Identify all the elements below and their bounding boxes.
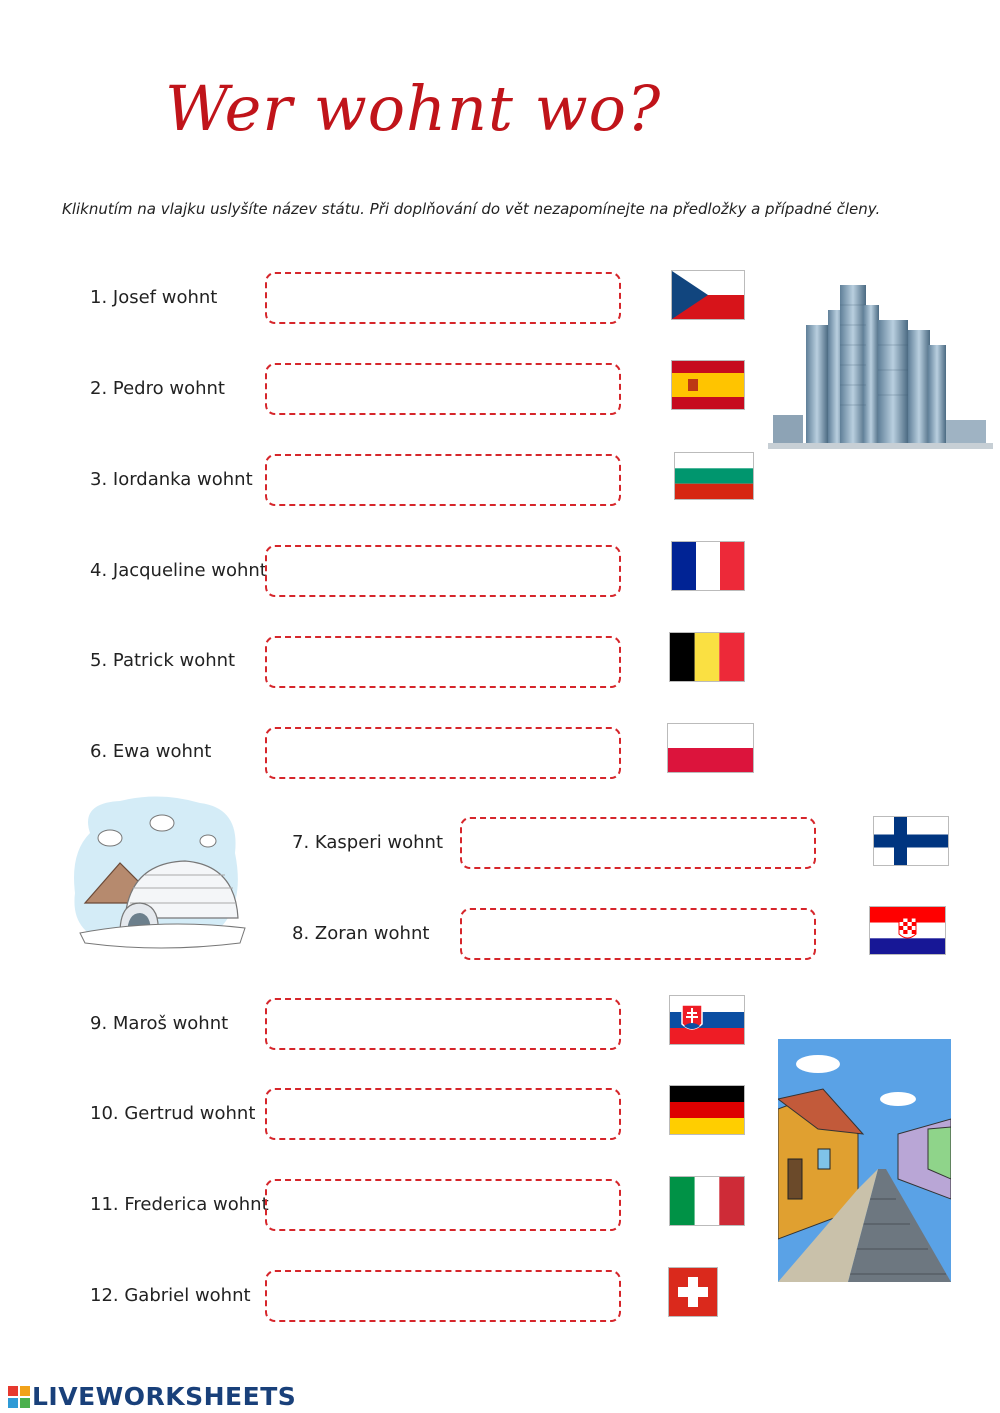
row-label: 10. Gertrud wohnt <box>90 1103 256 1124</box>
croatia-flag-icon[interactable] <box>870 907 945 954</box>
answer-field-3[interactable] <box>265 454 621 506</box>
answer-field-2[interactable] <box>265 363 621 415</box>
answer-field-7[interactable] <box>460 817 816 869</box>
belgium-flag-icon[interactable] <box>670 633 744 681</box>
row-label: 9. Maroš wohnt <box>90 1013 229 1034</box>
answer-field-8[interactable] <box>460 908 816 960</box>
answer-field-10[interactable] <box>265 1088 621 1140</box>
row-label: 7. Kasperi wohnt <box>292 832 444 853</box>
slovakia-flag-icon[interactable] <box>670 996 744 1044</box>
liveworksheets-logo[interactable] <box>8 1382 296 1411</box>
answer-field-12[interactable] <box>265 1270 621 1322</box>
spain-flag-icon[interactable] <box>672 361 744 409</box>
instructions: Kliknutím na vlajku uslyšíte název státu. Při doplňování do vět nezapomínejte na předložky a případné členy. <box>62 200 881 218</box>
page-title: Wer wohnt wo? <box>165 72 662 145</box>
france-flag-icon[interactable] <box>672 542 744 590</box>
row-label: 2. Pedro wohnt <box>90 378 225 399</box>
finland-flag-icon[interactable] <box>874 817 948 865</box>
answer-field-5[interactable] <box>265 636 621 688</box>
czech-republic-flag-icon[interactable] <box>672 271 744 319</box>
row-label: 5. Patrick wohnt <box>90 650 236 671</box>
row-label: 6. Ewa wohnt <box>90 741 212 762</box>
answer-field-11[interactable] <box>265 1179 621 1231</box>
row-label: 12. Gabriel wohnt <box>90 1285 251 1306</box>
italy-flag-icon[interactable] <box>670 1177 744 1225</box>
liveworksheets-brand: LIVEWORKSHEETS <box>32 1382 297 1411</box>
answer-field-4[interactable] <box>265 545 621 597</box>
row-label: 3. Iordanka wohnt <box>90 469 253 490</box>
liveworksheets-logo-icon <box>8 1386 30 1408</box>
bulgaria-flag-icon[interactable] <box>675 453 753 499</box>
answer-field-9[interactable] <box>265 998 621 1050</box>
row-label: 8. Zoran wohnt <box>292 923 430 944</box>
row-label: 1. Josef wohnt <box>90 287 218 308</box>
poland-flag-icon[interactable] <box>668 724 753 772</box>
answer-field-1[interactable] <box>265 272 621 324</box>
switzerland-flag-icon[interactable] <box>669 1268 717 1316</box>
street-illustration <box>778 1039 951 1282</box>
skyscrapers-illustration <box>768 285 993 453</box>
igloo-illustration <box>70 793 248 953</box>
germany-flag-icon[interactable] <box>670 1086 744 1134</box>
answer-field-6[interactable] <box>265 727 621 779</box>
row-label: 4. Jacqueline wohnt <box>90 560 267 581</box>
row-label: 11. Frederica wohnt <box>90 1194 269 1215</box>
